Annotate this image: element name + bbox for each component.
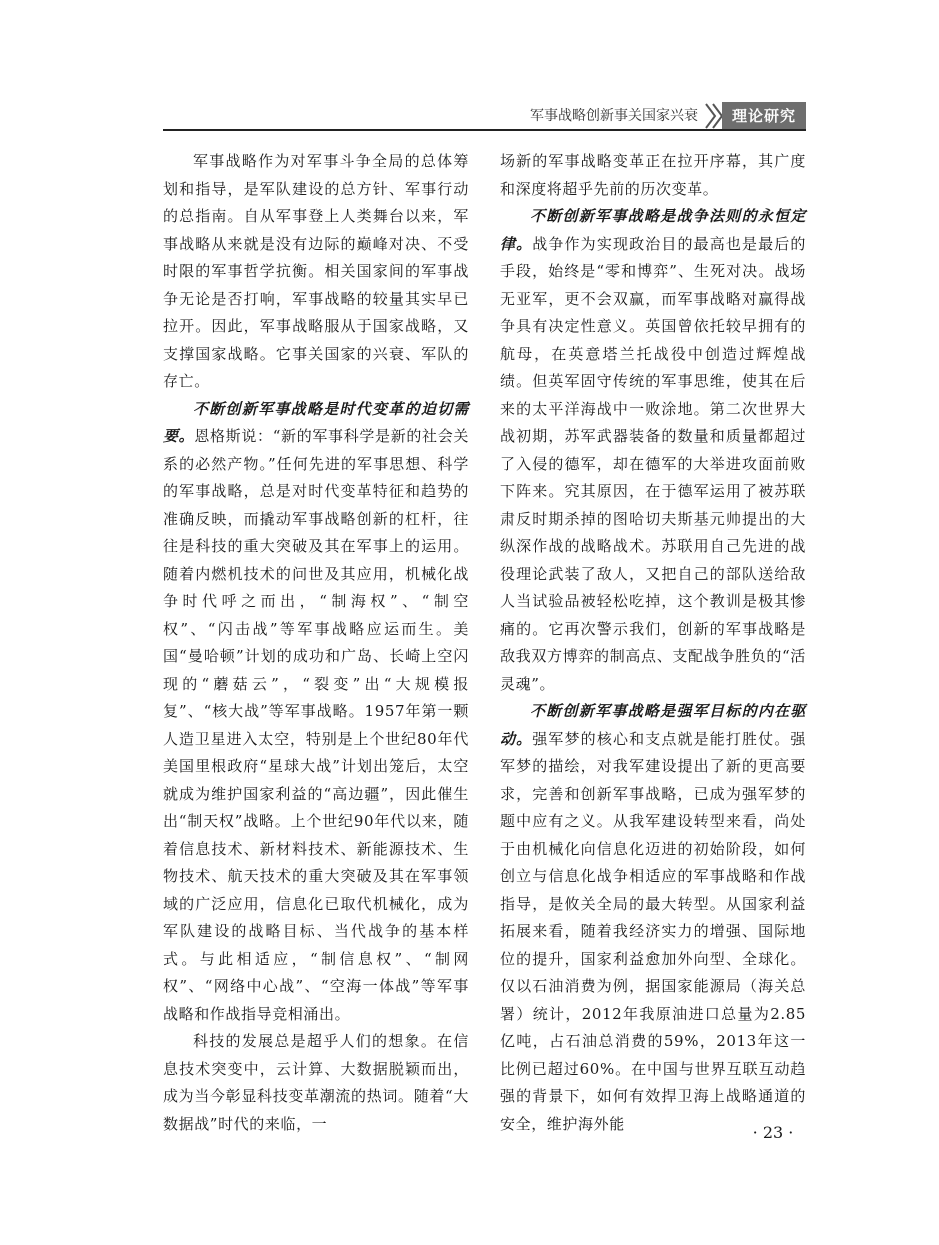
paragraph xyxy=(500,698,806,1138)
paragraph: 科技的发展总是超乎人们的想象。在信息技术突变中，云计算、大数据脱颖而出，成为当今彰显科技变革潮流的热词。随着“大数据战”时代的来临，一 xyxy=(163,1032,469,1133)
paragraph-body: 恩格斯说：“新的军事科学是新的社会关系的必然产物。”任何先进的军事思想、科学的军事战略，总是对时代变革特征和趋势的准确反映，而撬动军事战略创新的杠杆，往往是科技的重大突破及其在军事上的运用。随着内燃机技术的问世及其应用，机械化战争时代呼之而出，“制海权”、“制空权”、“闪击战”等军事战略应运而生。美国“曼哈顿”计划的成功和广岛、长崎上空闪现的“蘑菇云”，“裂变”出“大规模报复”、“核大战”等军事战略。1957年第一颗人造卫星进入太空，特别是上个世纪80年代美国里根政府“星球大战”计划出笼后，太空就成为维护国家利益的“高边疆”，因此催生出“制天权”战略。上个世纪90年代以来，随着信息技术、新材料技术、新能源技术、生物技术、航天技术的重大突破及其在军事领域的广泛应用，信息化已取代机械化，成为军队建设的战略目标、当代战争的基本样式。与此相适应，“制信息权”、“制网权”、“网络中心战”、“空海一体战”等军事战略和作战指导竞相涌出。 xyxy=(163,427,469,1023)
section-title: 军事战略创新事关国家兴衰 xyxy=(530,108,698,124)
paragraph-lead: 不断创新军事战略是强军目标的内在驱动。 xyxy=(500,702,806,748)
paragraph: 军事战略作为对军事斗争全局的总体筹划和指导，是军队建设的总方针、军事行动的总指南。自从军事登上人类舞台以来，军事战略从来就是没有边际的巅峰对决、不受时限的军事哲学抗衡。相关国家间的军事战争无论是否打响，军事战略的较量其实早已拉开。因此，军事战略服从于国家战略，又支撑国家战略。它事关国家的兴衰、军队的存亡。 xyxy=(163,152,469,390)
header-rule xyxy=(163,129,806,131)
paragraph-body: 战争作为实现政治目的最高也是最后的手段，始终是“零和博弈”、生死对决。战场无亚军，更不会双赢，而军事战略对赢得战争具有决定性意义。英国曾依托较早拥有的航母，在英意塔兰托战役中创造过辉煌战绩。但英军固守传统的军事思维，使其在后来的太平洋海战中一败涂地。第二次世界大战初期，苏军武器装备的数量和质量都超过了入侵的德军，却在德军的大举进攻面前败下阵来。究其原因，在于德军运用了被苏联肃反时期杀掉的图哈切夫斯基元帅提出的大纵深作战的战略战术。苏联用自己先进的战役理论武装了敌人，又把自己的部队送给敌人当试验品被轻松吃掉，这个教训是极其惨痛的。它再次警示我们，创新的军事战略是敌我双方博弈的制高点、支配战争胜负的“活灵魂”。 xyxy=(500,234,807,693)
paragraph-lead: 不断创新军事战略是战争法则的永恒定律。 xyxy=(500,207,806,253)
paragraph xyxy=(163,396,469,1029)
paragraph xyxy=(500,203,806,698)
left-column xyxy=(163,148,469,1138)
right-column xyxy=(500,148,806,1138)
paragraph-body: 强军梦的核心和支点就是能打胜仗。强军梦的描绘，对我军建设提出了新的更高要求，完善和创新军事战略，已成为强军梦的题中应有之义。从我军建设转型来看，尚处于由机械化向信息化迈进的初始阶段，如何创立与信息化战争相适应的军事战略和作战指导，是攸关全局的最大转型。从国家利益拓展来看，随着我经济实力的增强、国际地位的提升，国家利益愈加外向型、全球化。仅以石油消费为例，据国家能源局（海关总署）统计，2012年我原油进口总量为2.85亿吨，占石油总消费的59%，2013年这一比例已超过60%。在中国与世界互联互动趋强的背景下，如何有效捍卫海上战略通道的安全，维护海外能 xyxy=(500,729,807,1133)
running-header xyxy=(163,101,806,131)
page-number: · 23 · xyxy=(752,1123,794,1142)
column-badge: 理论研究 xyxy=(722,102,806,130)
paragraph-lead: 不断创新军事战略是时代变革的迫切需要。 xyxy=(163,399,469,445)
paragraph-continued: 场新的军事战略变革正在拉开序幕，其广度和深度将超乎先前的历次变革。 xyxy=(500,152,806,198)
